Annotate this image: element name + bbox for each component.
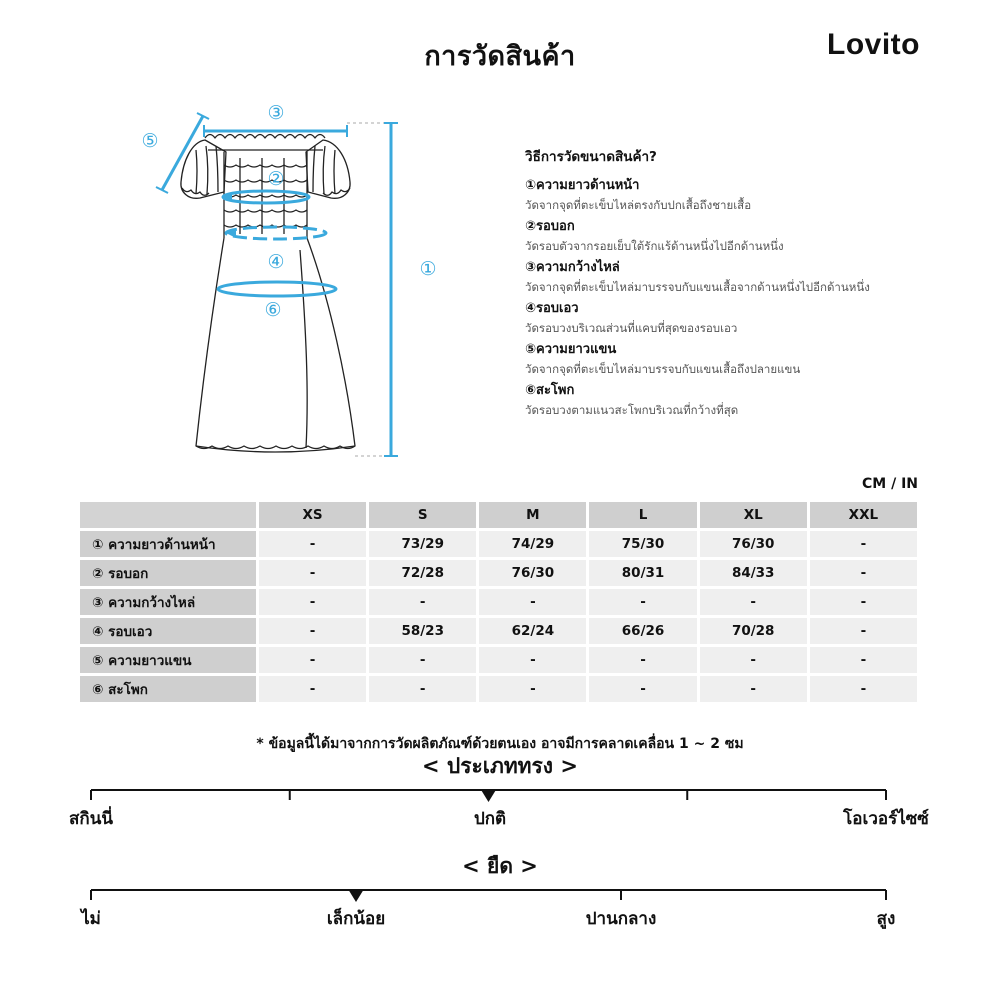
table-row bbox=[80, 589, 917, 615]
guide-item-desc: วัดจากจุดที่ตะเข็บไหล่มาบรรจบกับแขนเสื้อจากด้านหนึ่งไปอีกด้านหนึ่ง bbox=[525, 280, 870, 294]
measurement-note: * ข้อมูลนี้ได้มาจากการวัดผลิตภัณฑ์ด้วยตนเอง อาจมีการคลาดเคลื่อน 1 ~ 2 ซม bbox=[256, 736, 744, 752]
measurement-guide bbox=[525, 145, 945, 422]
guide-item bbox=[525, 258, 945, 297]
fit-scale-pointer-icon bbox=[481, 789, 497, 802]
units-label: CM / IN bbox=[862, 476, 918, 492]
guide-item-name: ④รอบเอว bbox=[525, 301, 579, 316]
guide-item-desc: วัดจากจุดที่ตะเข็บไหล่ตรงกับปกเสื้อถึงชายเสื้อ bbox=[525, 198, 752, 212]
guide-heading: วิธีการวัดขนาดสินค้า? bbox=[525, 149, 657, 165]
neckline-shape bbox=[205, 135, 325, 139]
size-column-header: XL bbox=[700, 502, 807, 528]
marker-waist: ④ bbox=[267, 251, 285, 273]
table-cell: 70/28 bbox=[700, 618, 807, 644]
guide-item-name: ②รอบอก bbox=[525, 219, 575, 234]
guide-item-name: ①ความยาวด้านหน้า bbox=[525, 178, 640, 193]
stretch-scale-pointer-icon bbox=[348, 889, 364, 902]
guide-item-desc: วัดจากจุดที่ตะเข็บไหล่มาบรรจบกับแขนเสื้อถึงปลายแขน bbox=[525, 362, 801, 376]
guide-item-desc: วัดรอบตัวจากรอยเย็บใต้รักแร้ด้านหนึ่งไปอีกด้านหนึ่ง bbox=[525, 239, 784, 253]
table-cell: 80/31 bbox=[589, 560, 696, 586]
size-column-header: XXL bbox=[810, 502, 917, 528]
table-cell: - bbox=[810, 531, 917, 557]
size-column-header: S bbox=[369, 502, 476, 528]
guide-item bbox=[525, 381, 945, 420]
left-sleeve-shape bbox=[181, 140, 226, 198]
table-cell: - bbox=[369, 589, 476, 615]
table-row bbox=[80, 560, 917, 586]
stretch-scale-title: < ยืด > bbox=[462, 854, 538, 878]
table-cell: 73/29 bbox=[369, 531, 476, 557]
fit-scale-bar bbox=[0, 780, 1000, 802]
table-cell: - bbox=[700, 676, 807, 702]
size-column-header: L bbox=[589, 502, 696, 528]
size-table bbox=[77, 499, 920, 705]
brand-logo: Lovito bbox=[827, 28, 920, 61]
fit-label-regular: ปกติ bbox=[473, 809, 507, 829]
table-cell: - bbox=[589, 647, 696, 673]
row-label: ① ความยาวด้านหน้า bbox=[80, 531, 256, 557]
stretch-label-slight: เล็กน้อย bbox=[326, 909, 386, 929]
table-row bbox=[80, 647, 917, 673]
guide-item bbox=[525, 299, 945, 338]
marker-bust: ② bbox=[267, 168, 285, 190]
page-title: การวัดสินค้า bbox=[424, 41, 576, 72]
table-cell: - bbox=[810, 560, 917, 586]
table-cell: - bbox=[479, 676, 586, 702]
table-cell: 58/23 bbox=[369, 618, 476, 644]
stretch-label-medium: ปานกลาง bbox=[585, 909, 657, 929]
marker-front-length: ① bbox=[419, 258, 437, 280]
table-cell: - bbox=[259, 589, 366, 615]
row-label: ③ ความกว้างไหล่ bbox=[80, 589, 256, 615]
fit-label-skinny: สกินนี่ bbox=[69, 809, 113, 829]
table-cell: - bbox=[810, 618, 917, 644]
table-cell: - bbox=[259, 676, 366, 702]
table-row bbox=[80, 531, 917, 557]
table-cell: - bbox=[700, 589, 807, 615]
table-cell: - bbox=[259, 560, 366, 586]
table-row bbox=[80, 618, 917, 644]
dress-measurement-diagram-icon bbox=[130, 95, 460, 465]
table-cell: 84/33 bbox=[700, 560, 807, 586]
table-cell: 74/29 bbox=[479, 531, 586, 557]
table-cell: - bbox=[589, 589, 696, 615]
guide-item-name: ⑤ความยาวแขน bbox=[525, 342, 617, 357]
marker-shoulder: ③ bbox=[267, 102, 285, 124]
fit-label-oversize: โอเวอร์ไซซ์ bbox=[843, 809, 929, 829]
guide-item-name: ③ความกว้างไหล่ bbox=[525, 260, 620, 275]
table-cell: - bbox=[700, 647, 807, 673]
table-cell: - bbox=[810, 589, 917, 615]
waist-guide bbox=[226, 227, 326, 239]
table-cell: - bbox=[479, 647, 586, 673]
guide-item bbox=[525, 217, 945, 256]
guide-item-name: ⑥สะโพก bbox=[525, 383, 575, 398]
table-cell: - bbox=[479, 589, 586, 615]
stretch-label-none: ไม่ bbox=[81, 909, 101, 929]
row-label: ② รอบอก bbox=[80, 560, 256, 586]
size-column-header: M bbox=[479, 502, 586, 528]
table-row bbox=[80, 676, 917, 702]
guide-item-desc: วัดรอบวงตามแนวสะโพกบริเวณที่กว้างที่สุด bbox=[525, 403, 739, 417]
stretch-scale-bar bbox=[0, 880, 1000, 902]
table-cell: - bbox=[259, 618, 366, 644]
size-table-header-row bbox=[80, 502, 917, 528]
table-cell: 72/28 bbox=[369, 560, 476, 586]
hip-guide bbox=[218, 282, 336, 296]
stretch-label-high: สูง bbox=[876, 909, 896, 929]
table-cell: - bbox=[369, 676, 476, 702]
marker-hip: ⑥ bbox=[264, 299, 282, 321]
table-cell: - bbox=[369, 647, 476, 673]
table-cell: 76/30 bbox=[479, 560, 586, 586]
table-cell: - bbox=[810, 647, 917, 673]
guide-item-desc: วัดรอบวงบริเวณส่วนที่แคบที่สุดของรอบเอว bbox=[525, 321, 738, 335]
table-cell: 75/30 bbox=[589, 531, 696, 557]
fit-scale-title: < ประเภททรง > bbox=[422, 754, 578, 778]
table-cell: - bbox=[259, 647, 366, 673]
table-cell: - bbox=[589, 676, 696, 702]
row-label: ⑤ ความยาวแขน bbox=[80, 647, 256, 673]
table-cell: 66/26 bbox=[589, 618, 696, 644]
table-cell: 62/24 bbox=[479, 618, 586, 644]
row-label: ⑥ สะโพก bbox=[80, 676, 256, 702]
marker-sleeve: ⑤ bbox=[141, 130, 159, 152]
size-table-corner bbox=[80, 502, 256, 528]
table-cell: - bbox=[259, 531, 366, 557]
row-label: ④ รอบเอว bbox=[80, 618, 256, 644]
guide-item bbox=[525, 176, 945, 215]
size-column-header: XS bbox=[259, 502, 366, 528]
guide-item bbox=[525, 340, 945, 379]
table-cell: 76/30 bbox=[700, 531, 807, 557]
table-cell: - bbox=[810, 676, 917, 702]
